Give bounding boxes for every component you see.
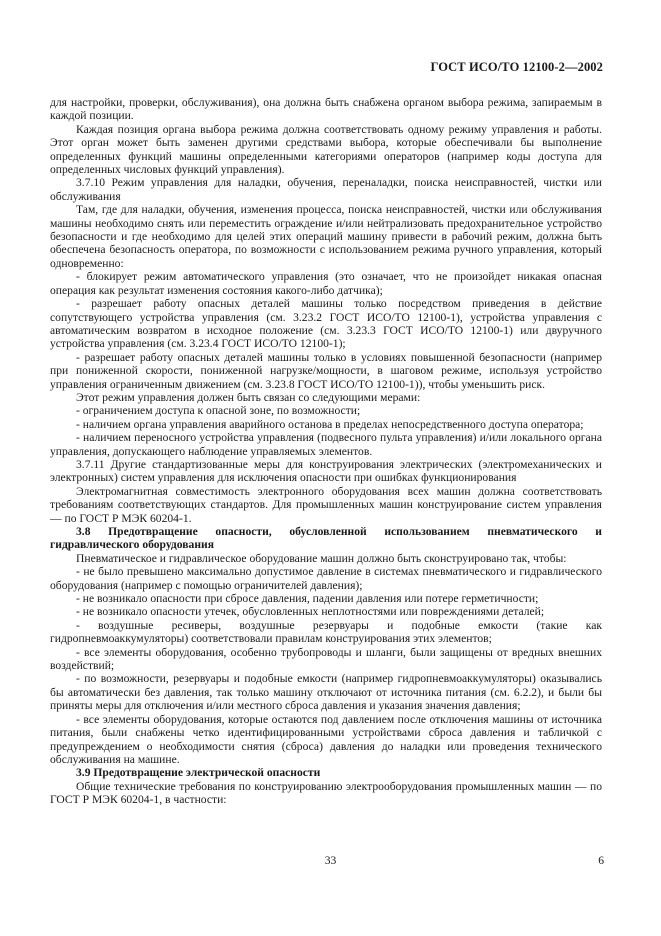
list-item: - разрешает работу опасных деталей машины только посредством приведения в действие сопутствующего устройства управления (см. 3.23.2 ГОСТ ИСО/ТО 12100-1), устройства управления с автоматическим возвратом в исходное положение (см. 3.23.3 ГОСТ ИСО/ТО 12100-1) или двуручного устройства управления (см. 3.23.4 ГОСТ ИСО/ТО 12100-1); — [50, 297, 602, 351]
page-number: 33 — [324, 854, 337, 867]
list-item: - по возможности, резервуары и подобные емкости (например гидропневмоаккумуляторы) оказывались бы автоматически без давления, так только машину отключают от источника питания (см. 6.2.2), и были бы приняты меры для отключения и/или местного сброса давления и указания значения давления; — [50, 672, 602, 713]
section-heading-bold: 3.8 Предотвращение опасности, обусловленной использованием пневматического и гидравлического оборудования — [50, 525, 602, 552]
paragraph: Пневматическое и гидравлическое оборудование машин должно быть сконструировано так, чтобы: — [76, 551, 567, 565]
list-item: - блокирует режим автоматического управления (это означает, что не произойдет никакая опасная операция как результат изменения состояния какого-либо датчика); — [50, 270, 602, 297]
list-item: - не возникало опасности утечек, обусловленных неплотностями или повреждениями деталей; — [76, 605, 545, 619]
list-item: - разрешает работу опасных деталей машины только в условиях повышенной безопасности (например при пониженной скорости, пониженной нагрузке/мощности, в шаговом режиме, используя устройство управления ограниченным движением (см. 3.23.8 ГОСТ ИСО/ТО 12100-1)), чтобы уменьшить риск. — [50, 350, 602, 391]
paragraph: Там, где для наладки, обучения, изменения процесса, поиска неисправностей, чистки или обслуживания машины необходимо снять или переместить ограждение и/или нейтрализовать предохранительное устройство безопасности и где необходимо для целей этих операций машину привести в рабочий режим, должна быть обеспечена безопасность оператора, по возможности с использованием режима ручного управления, который одновременно: — [50, 203, 602, 270]
list-item: - наличием переносного устройства управления (подвесного пульта управления) и/или локального органа управления, допускающего наблюдение управляемых элементов. — [50, 431, 602, 458]
list-item: - все элементы оборудования, особенно трубопроводы и шланги, были защищены от вредных внешних воздействий; — [50, 645, 602, 673]
paragraph: Общие технические требования по конструированию электрооборудования промышленных машин — по ГОСТ Р МЭК 60204-1, в частности: — [50, 779, 602, 807]
section-heading-bold: 3.9 Предотвращение электрической опасности — [76, 766, 321, 780]
list-item: - не возникало опасности при сбросе давления, падении давления или потере герметичности; — [76, 592, 539, 606]
list-item: - наличием органа управления аварийного останова в пределах непосредственного доступа оператора; — [76, 417, 584, 431]
paragraph: Электромагнитная совместимость электронного оборудования всех машин должна соответствовать требованиям соответствующих стандартов. Для промышленных машин конструирование систем управления — по ГОСТ Р МЭК 60204-1. — [50, 484, 602, 525]
sheet-number: 6 — [598, 854, 604, 867]
list-item: - ограничением доступа к опасной зоне, по возможности; — [76, 404, 361, 418]
document-header: ГОСТ ИСО/ТО 12100-2—2002 — [430, 60, 603, 74]
paragraph: Этот режим управления должен быть связан со следующими мерами: — [76, 390, 421, 404]
list-item: - все элементы оборудования, которые остаются под давлением после отключения машины от источника питания, были снабжены четко идентифицированными устройствами сброса давления и табличкой с предупреждением о необходимости снятия (сброса) давления до наладки или проведения технического обслуживания на машине. — [50, 712, 602, 766]
section-heading: 3.7.10 Режим управления для наладки, обучения, переналадки, поиска неисправностей, чистки или обслуживания — [50, 176, 602, 203]
list-item: - воздушные ресиверы, воздушные резервуары и подобные емкости (такие как гидропневмоаккумуляторы) соответствовали правилам конструирования этих элементов; — [50, 618, 602, 646]
document-body — [50, 96, 602, 807]
list-item: - не было превышено максимально допустимое давление в системах пневматического и гидравлического оборудования (например с помощью ограничителей давления); — [50, 565, 602, 592]
paragraph: Каждая позиция органа выбора режима должна соответствовать одному режиму управления и работы. Этот орган может быть заменен другими средствами выбора, которые обеспечивали бы выполнение определенных функций машины определенными категориями операторов (например коды доступа для определенных числовых функций управления). — [50, 122, 602, 177]
paragraph: для настройки, проверки, обслуживания), она должна быть снабжена органом выбора режима, запираемым в каждой позиции. — [50, 96, 602, 123]
section-heading: 3.7.11 Другие стандартизованные меры для конструирования электрических (электромеханических и электронных) систем управления для исключения опасности при ошибках функционирования — [50, 457, 602, 485]
